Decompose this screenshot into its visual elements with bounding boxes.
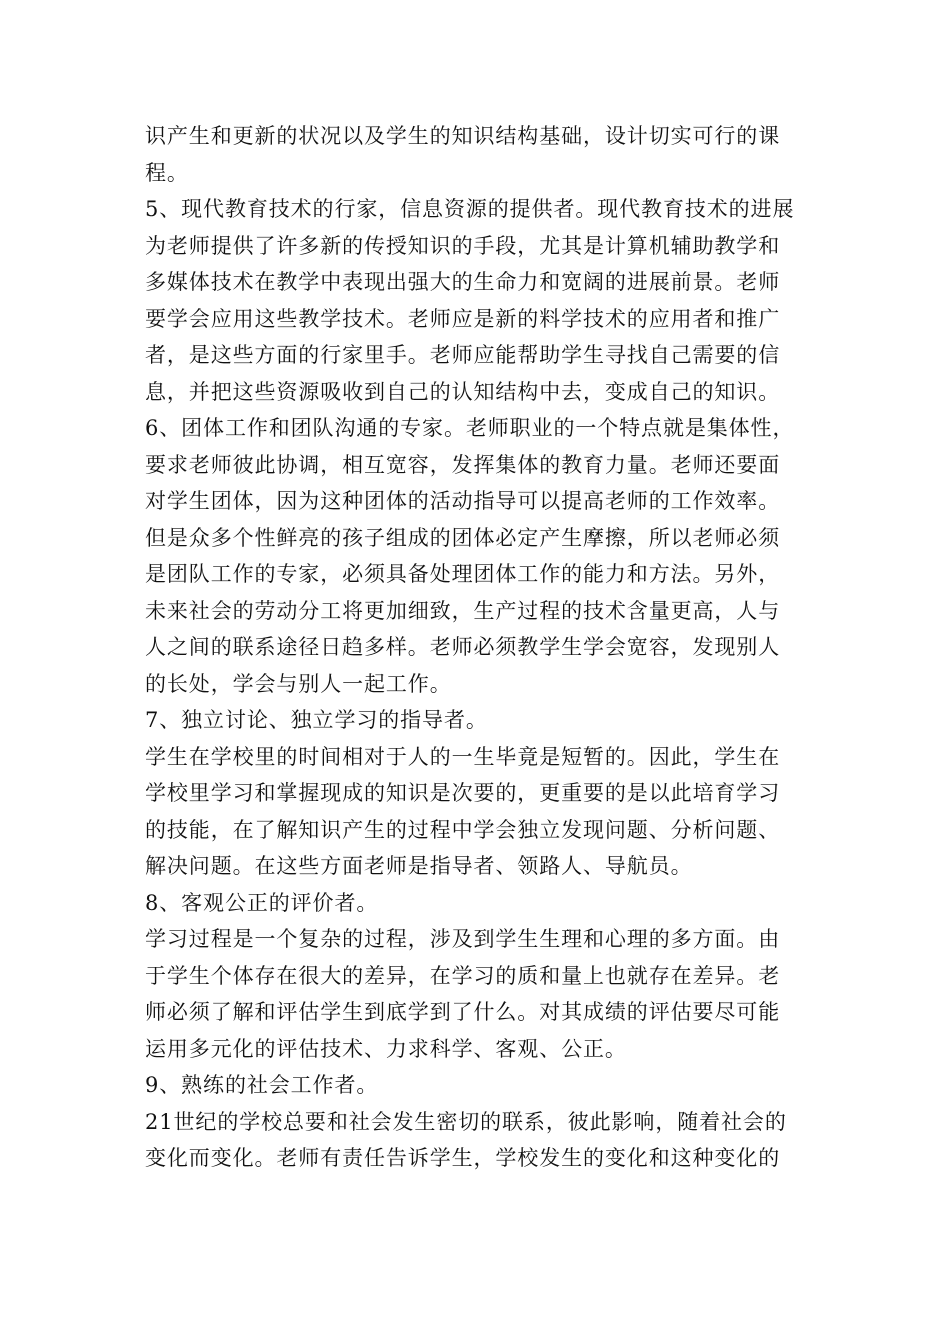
text-line: 学生在学校里的时间相对于人的一生毕竟是短暂的。因此，学生在 [145, 744, 781, 769]
text-line: 学校里学习和掌握现成的知识是次要的，更重要的是以此培育学习 [145, 781, 781, 805]
text-line: 解决问题。在这些方面老师是指导者、领路人、导航员。 [145, 854, 693, 878]
text-line: 7、独立讨论、独立学习的指导者。 [145, 708, 488, 732]
text-line: 5、现代教育技术的行家，信息资源的提供者。现代教育技术的进展 [145, 197, 795, 221]
text-line: 未来社会的劳动分工将更加细致，生产过程的技术含量更高，人与 [145, 598, 781, 623]
text-line: 人之间的联系途径日趋多样。老师必须教学生学会宽容，发现别人 [145, 635, 781, 659]
text-line: 识产生和更新的状况以及学生的知识结构基础，设计切实可行的课 [145, 124, 781, 148]
text-line: 者，是这些方面的行家里手。老师应能帮助学生寻找自己需要的信 [145, 343, 781, 367]
text-line: 21世纪的学校总要和社会发生密切的联系，彼此影响，随着社会的 [145, 1109, 787, 1134]
document-body [145, 118, 810, 1177]
text-line: 但是众多个性鲜亮的孩子组成的团体必定产生摩擦，所以老师必须 [145, 525, 781, 550]
text-line: 6、团体工作和团队沟通的专家。老师职业的一个特点就是集体性， [145, 416, 795, 440]
text-line: 要学会应用这些教学技术。老师应是新的料学技术的应用者和推广 [145, 306, 781, 331]
text-line: 为老师提供了许多新的传授知识的手段，尤其是计算机辅助教学和 [145, 233, 781, 258]
text-line: 9、熟练的社会工作者。 [145, 1073, 379, 1097]
text-line: 程。 [145, 160, 189, 185]
text-line: 学习过程是一个复杂的过程，涉及到学生生理和心理的多方面。由 [145, 927, 781, 951]
text-line: 多媒体技术在教学中表现出强大的生命力和宽阔的进展前景。老师 [145, 270, 781, 294]
text-line: 变化而变化。老师有责任告诉学生，学校发生的变化和这种变化的 [145, 1146, 781, 1170]
text-line: 的长处，学会与别人一起工作。 [145, 671, 452, 696]
text-line: 是团队工作的专家，必须具备处理团体工作的能力和方法。另外， [145, 562, 781, 586]
text-line: 于学生个体存在很大的差异，在学习的质和量上也就存在差异。老 [145, 963, 781, 988]
text-line: 对学生团体，因为这种团体的活动指导可以提高老师的工作效率。 [145, 489, 781, 513]
text-line: 的技能，在了解知识产生的过程中学会独立发现问题、分析问题、 [145, 817, 781, 842]
text-line: 师必须了解和评估学生到底学到了什么。对其成绩的评估要尽可能 [145, 1000, 781, 1024]
text-line: 运用多元化的评估技术、力求科学、客观、公正。 [145, 1036, 627, 1061]
text-line: 息，并把这些资源吸收到自己的认知结构中去，变成自己的知识。 [145, 379, 781, 404]
text-line: 要求老师彼此协调，相互宽容，发挥集体的教育力量。老师还要面 [145, 452, 781, 477]
text-line: 8、客观公正的评价者。 [145, 890, 379, 915]
